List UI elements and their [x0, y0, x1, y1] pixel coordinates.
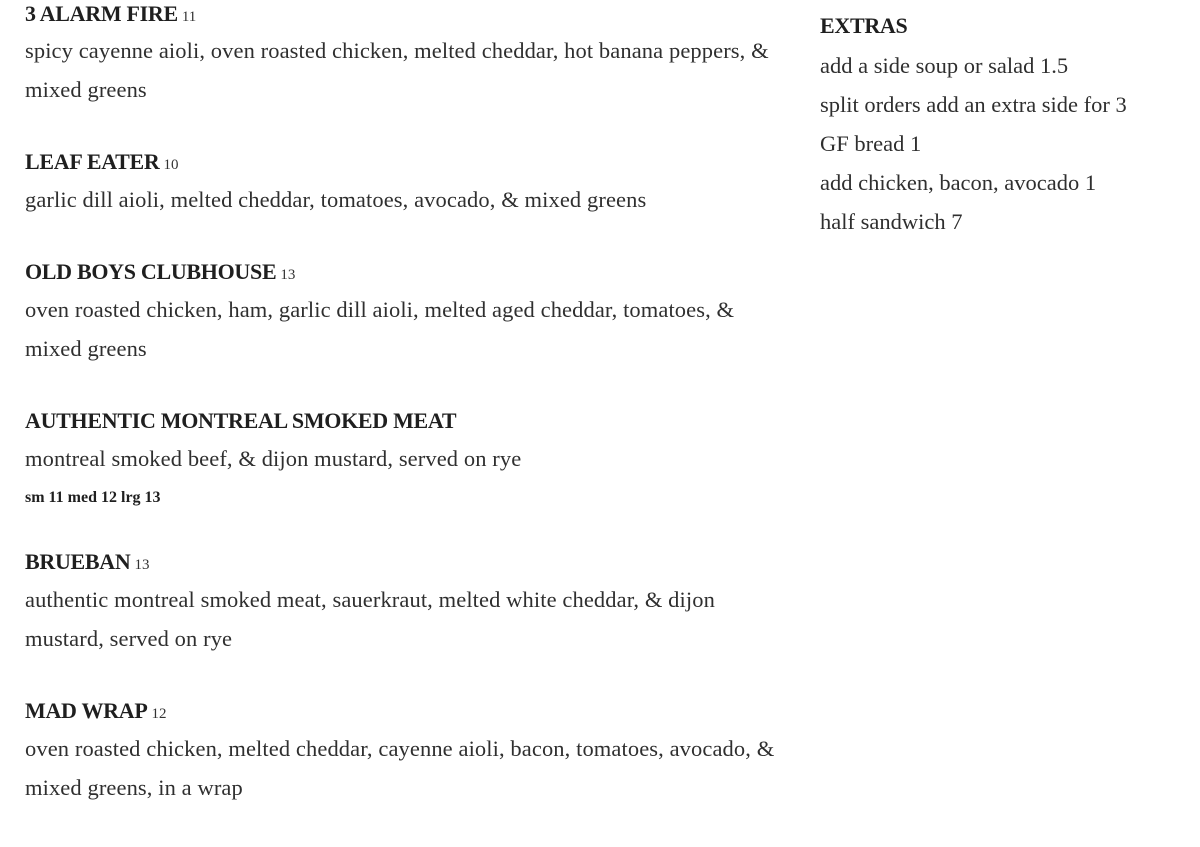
menu-item	[25, 148, 785, 219]
extras-item: add chicken, bacon, avocado 1	[820, 170, 1097, 195]
menu-item-price: 13	[280, 267, 296, 283]
extras-title: EXTRAS	[820, 13, 908, 38]
menu-item	[25, 697, 785, 807]
menu-item-name: OLD BOYS CLUBHOUSE	[25, 259, 277, 284]
menu-item-name: 3 ALARM FIRE	[25, 1, 178, 26]
menu-item-description: montreal smoked beef, & dijon mustard, served on rye	[25, 446, 522, 471]
menu-item-description: spicy cayenne aioli, oven roasted chicken, melted cheddar, hot banana peppers, & mixed greens	[25, 38, 769, 102]
menu-item-size-prices: sm 11 med 12 lrg 13	[25, 489, 161, 506]
extras-item: split orders add an extra side for 3	[820, 92, 1127, 117]
menu-item-description: oven roasted chicken, melted cheddar, cayenne aioli, bacon, tomatoes, avocado, & mixed greens, in a wrap	[25, 736, 775, 800]
menu-item-name: AUTHENTIC MONTREAL SMOKED MEAT	[25, 408, 457, 433]
menu-item-header	[25, 407, 785, 435]
menu-item-description: oven roasted chicken, ham, garlic dill aioli, melted aged cheddar, tomatoes, & mixed greens	[25, 297, 735, 361]
menu-item	[25, 407, 785, 509]
extras-item: half sandwich 7	[820, 209, 963, 234]
extras-item: add a side soup or salad 1.5	[820, 53, 1069, 78]
extras-item: GF bread 1	[820, 131, 922, 156]
extras-list	[820, 46, 1190, 241]
menu-item-price: 12	[151, 706, 167, 722]
menu-item-header	[25, 548, 785, 576]
menu-item-header	[25, 0, 785, 28]
menu-item-description: garlic dill aioli, melted cheddar, tomatoes, avocado, & mixed greens	[25, 187, 647, 212]
extras-section	[820, 12, 1190, 241]
menu-item	[25, 548, 785, 658]
menu-item-header	[25, 148, 785, 176]
menu-item-price: 11	[181, 9, 197, 25]
menu-item	[25, 258, 785, 368]
menu-item-name: BRUEBAN	[25, 549, 131, 574]
sandwich-menu	[25, 0, 785, 846]
menu-item-name: LEAF EATER	[25, 149, 160, 174]
menu-item-header	[25, 258, 785, 286]
menu-item-name: MAD WRAP	[25, 698, 148, 723]
menu-item	[25, 0, 785, 109]
menu-item-price: 10	[163, 157, 179, 173]
menu-item-price: 13	[134, 557, 150, 573]
menu-item-description: authentic montreal smoked meat, sauerkraut, melted white cheddar, & dijon mustard, served on rye	[25, 587, 715, 651]
menu-item-header	[25, 697, 785, 725]
